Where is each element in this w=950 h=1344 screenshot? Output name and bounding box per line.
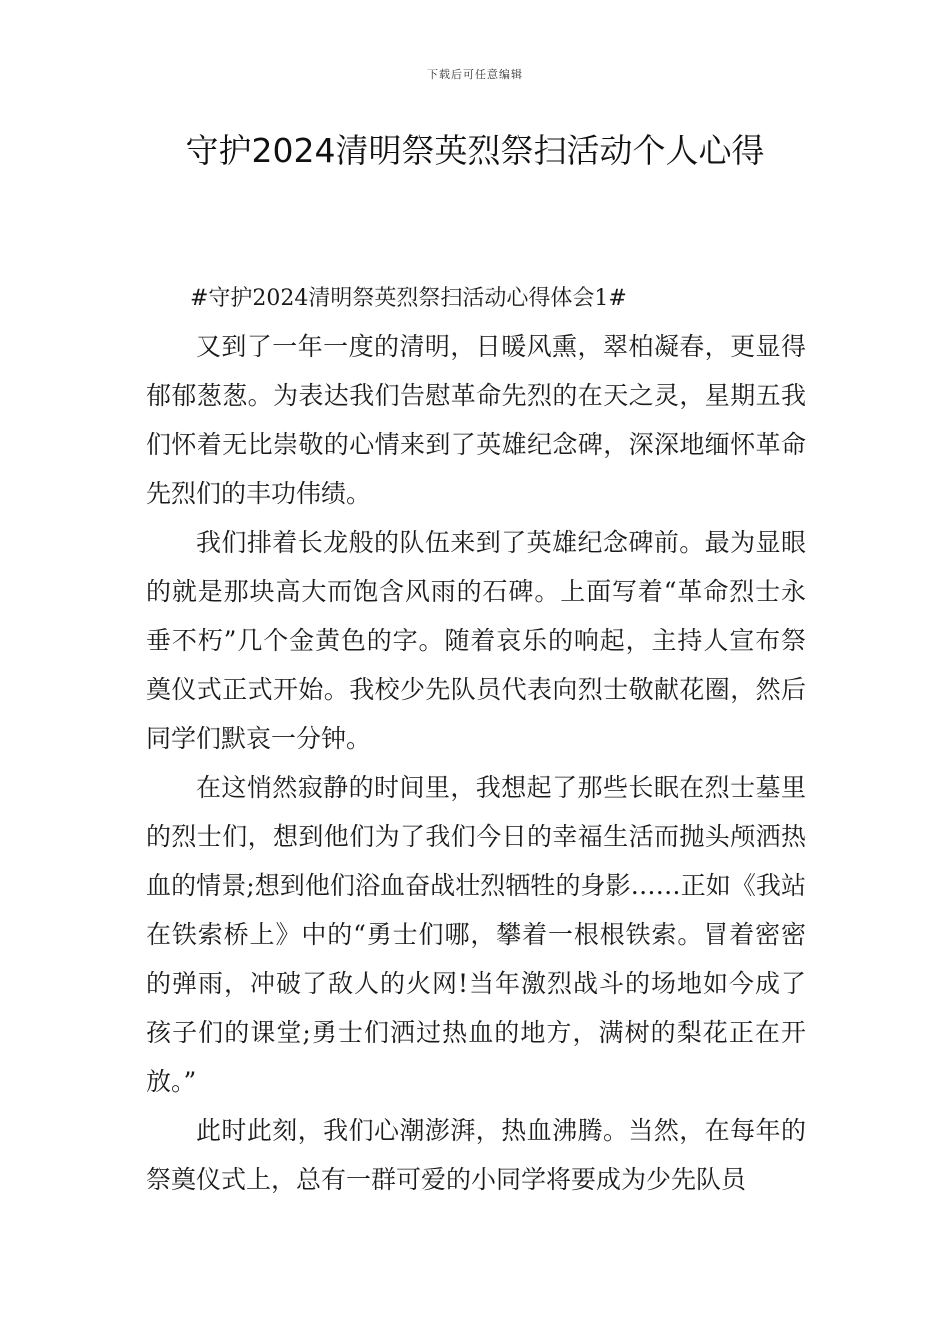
document-body (146, 276, 806, 1204)
paragraph: 在这悄然寂静的时间里，我想起了那些长眠在烈士墓里的烈士们，想到他们为了我们今日的幸福生活而抛头颅洒热血的情景;想到他们浴血奋战壮烈牺牲的身影……正如《我站在铁索桥上》中的“勇士们哪，攀着一根根铁索。冒着密密的弹雨，冲破了敌人的火网!当年激烈战斗的场地如今成了孩子们的课堂;勇士们洒过热血的地方，满树的梨花正在开放。” (146, 773, 806, 1096)
paragraph: 又到了一年一度的清明，日暖风熏，翠柏凝春，更显得郁郁葱葱。为表达我们告慰革命先烈的在天之灵，星期五我们怀着无比崇敬的心情来到了英雄纪念碑，深深地缅怀革命先烈们的丰功伟绩。 (146, 332, 806, 508)
paragraph: 我们排着长龙般的队伍来到了英雄纪念碑前。最为显眼的就是那块高大而饱含风雨的石碑。上面写着“革命烈士永垂不朽”几个金黄色的字。随着哀乐的响起，主持人宣布祭奠仪式正式开始。我校少先队员代表向烈士敬献花圈，然后同学们默哀一分钟。 (146, 528, 806, 753)
section-heading: #守护2024清明祭英烈祭扫活动心得体会1# (190, 286, 627, 311)
document-title: 守护2024清明祭英烈祭扫活动个人心得 (185, 131, 765, 170)
header-note: 下载后可任意编辑 (427, 68, 523, 81)
paragraph: 此时此刻，我们心潮澎湃，热血沸腾。当然，在每年的祭奠仪式上，总有一群可爱的小同学将要成为少先队员 (146, 1116, 806, 1194)
